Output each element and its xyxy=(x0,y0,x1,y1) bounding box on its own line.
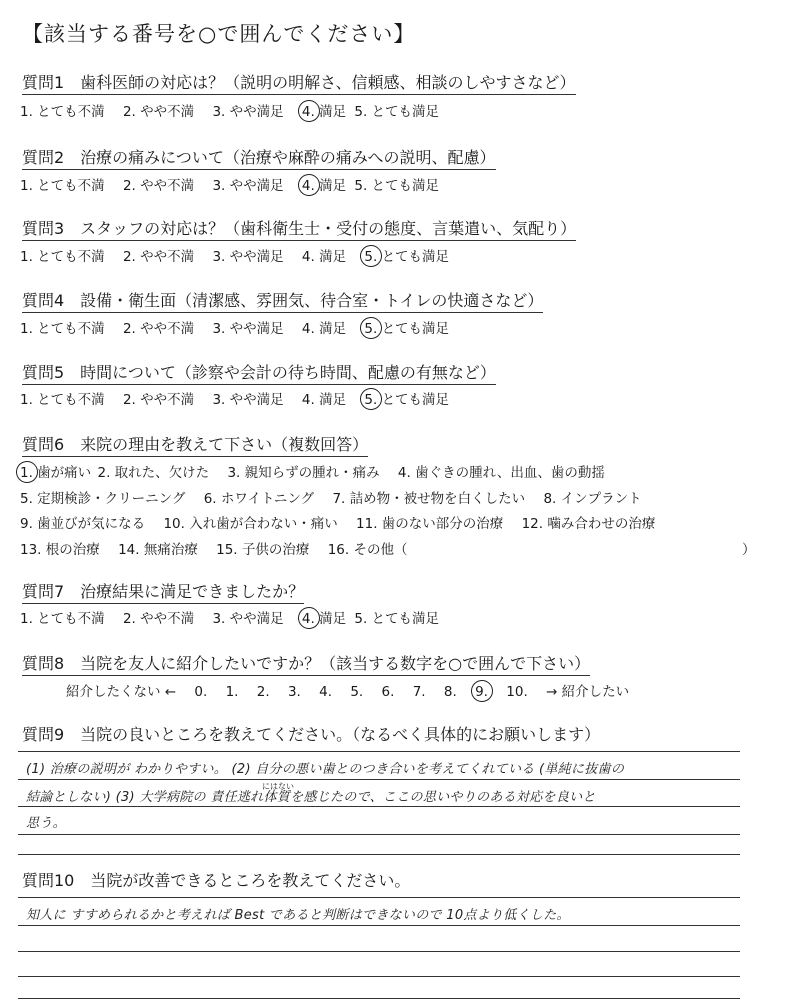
q9-handwritten-line-1: (1) 治療の説明が わかりやすい。 (2) 自分の悪い歯とのつき合いを考えてくれている (単純に抜歯の xyxy=(26,762,625,777)
q6-other-close-paren: ） xyxy=(742,542,756,558)
question-6-line-4 xyxy=(20,538,756,558)
q6-option-14[interactable]: 14. 無痛治療 xyxy=(118,542,198,558)
q5-option-2[interactable]: 2. やや不満 xyxy=(122,392,195,408)
q10-answer-line xyxy=(18,976,740,977)
q6-option-2[interactable]: 2. 取れた、欠けた xyxy=(97,465,210,481)
q4-option-5-number: 5. xyxy=(364,321,378,337)
instruction-header: 【該当する番号を○で囲んでください】 xyxy=(22,22,416,46)
q8-scale-7[interactable]: 7. xyxy=(412,684,426,700)
q7-option-4-number: 4. xyxy=(301,611,315,627)
q6-option-1-selected[interactable] xyxy=(20,461,91,481)
q7-option-4-selected[interactable] xyxy=(302,607,346,627)
q4-option-5-label: とても満足 xyxy=(381,321,450,337)
q7-option-1[interactable]: 1. とても不満 xyxy=(20,611,105,627)
q8-scale-4[interactable]: 4. xyxy=(319,684,333,700)
q6-option-8[interactable]: 8. インプラント xyxy=(543,491,642,507)
q5-option-5-label: とても満足 xyxy=(381,392,450,408)
question-10-title: 質問10 当院が改善できるところを教えてください。 xyxy=(22,871,411,890)
question-6-line-3 xyxy=(20,512,669,532)
question-3-title: 質問3 スタッフの対応は？（歯科衛生士・受付の態度、言葉遣い、気配り） xyxy=(22,216,576,241)
q10-answer-line xyxy=(18,951,740,952)
q8-scale-2[interactable]: 2. xyxy=(256,684,270,700)
q7-option-4-label: 満足 xyxy=(319,611,347,627)
q2-option-4-number: 4. xyxy=(301,178,315,194)
q9-answer-line xyxy=(18,751,740,752)
q6-option-13[interactable]: 13. 根の治療 xyxy=(20,542,100,558)
q6-option-16[interactable]: 16. その他（ xyxy=(327,542,408,558)
question-5-options xyxy=(20,388,463,408)
q8-scale-10[interactable]: 10. xyxy=(506,684,528,700)
q3-option-2[interactable]: 2. やや不満 xyxy=(122,249,195,265)
q8-right-label: → 紹介したい xyxy=(546,684,630,700)
q8-scale xyxy=(66,680,643,700)
q1-option-1[interactable]: 1. とても不満 xyxy=(20,104,105,120)
q8-scale-0[interactable]: 0. xyxy=(194,684,208,700)
q7-option-2[interactable]: 2. やや不満 xyxy=(122,611,195,627)
q9-answer-line xyxy=(18,854,740,855)
q6-option-6[interactable]: 6. ホワイトニング xyxy=(203,491,315,507)
q6-option-4[interactable]: 4. 歯ぐきの腫れ、出血、歯の動揺 xyxy=(397,465,605,481)
q8-scale-1[interactable]: 1. xyxy=(225,684,239,700)
q4-option-4[interactable]: 4. 満足 xyxy=(301,321,347,337)
question-7-title: 質問7 治療結果に満足できましたか？ xyxy=(22,579,304,604)
q1-option-5[interactable]: 5. とても満足 xyxy=(354,104,440,120)
q8-scale-8[interactable]: 8. xyxy=(443,684,457,700)
q1-option-4-label: 満足 xyxy=(319,104,347,120)
question-4-title: 質問4 設備・衛生面（清潔感、雰囲気、待合室・トイレの快適さなど） xyxy=(22,288,543,313)
q6-option-1-label: 歯が痛い xyxy=(37,465,92,481)
q9-answer-line xyxy=(18,834,740,835)
question-1-options xyxy=(20,100,453,120)
q3-option-4[interactable]: 4. 満足 xyxy=(301,249,347,265)
q9-answer-line xyxy=(18,779,740,780)
q5-option-5-number: 5. xyxy=(364,392,378,408)
q6-option-1-number: 1. xyxy=(20,465,33,481)
q9-answer-line xyxy=(18,806,740,807)
q6-option-3[interactable]: 3. 親知らずの腫れ・痛み xyxy=(227,465,380,481)
question-9-title: 質問9 当院の良いところを教えてください。（なるべく具体的にお願いします） xyxy=(22,725,601,744)
q8-scale-3[interactable]: 3. xyxy=(287,684,301,700)
q10-handwritten-line-1: 知人に すすめられるかと考えれば Best であると判断はできないので 10点より低くした。 xyxy=(26,908,570,923)
q1-option-3[interactable]: 3. やや満足 xyxy=(212,104,284,120)
q2-option-4-selected[interactable] xyxy=(302,174,346,194)
q5-option-5-selected[interactable] xyxy=(364,388,449,408)
q6-option-5[interactable]: 5. 定期検診・クリーニング xyxy=(20,491,186,507)
question-6-title: 質問6 来院の理由を教えて下さい（複数回答） xyxy=(22,432,368,457)
q8-left-label: 紹介したくない ← xyxy=(66,684,177,700)
q9-handwritten-insert: にはない xyxy=(262,782,294,791)
q4-option-3[interactable]: 3. やや満足 xyxy=(212,321,284,337)
q6-option-9[interactable]: 9. 歯並びが気になる xyxy=(20,516,146,532)
q6-option-7[interactable]: 7. 詰め物・被せ物を白くしたい xyxy=(332,491,526,507)
q3-option-5-selected[interactable] xyxy=(364,245,449,265)
q3-option-5-label: とても満足 xyxy=(381,249,450,265)
q3-option-3[interactable]: 3. やや満足 xyxy=(212,249,284,265)
question-2-title: 質問2 治療の痛みについて（治療や麻酔の痛みへの説明、配慮） xyxy=(22,145,496,170)
question-1-title: 質問1 歯科医師の対応は？（説明の明解さ、信頼感、相談のしやすさなど） xyxy=(22,70,576,95)
question-3-options xyxy=(20,245,463,265)
question-7-options xyxy=(20,607,453,627)
q1-option-2[interactable]: 2. やや不満 xyxy=(122,104,195,120)
q8-scale-6[interactable]: 6. xyxy=(381,684,395,700)
q2-option-2[interactable]: 2. やや不満 xyxy=(122,178,195,194)
q6-option-10[interactable]: 10. 入れ歯が合わない・痛い xyxy=(163,516,338,532)
q7-option-5[interactable]: 5. とても満足 xyxy=(354,611,440,627)
q2-option-3[interactable]: 3. やや満足 xyxy=(212,178,284,194)
q3-option-5-number: 5. xyxy=(364,249,378,265)
q6-option-11[interactable]: 11. 歯のない部分の治療 xyxy=(356,516,504,532)
q2-option-5[interactable]: 5. とても満足 xyxy=(354,178,440,194)
q6-option-15[interactable]: 15. 子供の治療 xyxy=(216,542,310,558)
question-2-options xyxy=(20,174,453,194)
q9-handwritten-line-3: 思う。 xyxy=(26,816,66,831)
q10-answer-line xyxy=(18,897,740,898)
q4-option-5-selected[interactable] xyxy=(364,317,449,337)
q5-option-1[interactable]: 1. とても不満 xyxy=(20,392,105,408)
question-6-line-2 xyxy=(20,487,656,507)
q1-option-4-number: 4. xyxy=(301,104,315,120)
question-8-title: 質問8 当院を友人に紹介したいですか？（該当する数字を○で囲んで下さい） xyxy=(22,651,590,676)
q7-option-3[interactable]: 3. やや満足 xyxy=(212,611,284,627)
question-5-title: 質問5 時間について（診察や会計の待ち時間、配慮の有無など） xyxy=(22,360,496,385)
q8-scale-5[interactable]: 5. xyxy=(350,684,364,700)
q5-option-4[interactable]: 4. 満足 xyxy=(301,392,347,408)
q5-option-3[interactable]: 3. やや満足 xyxy=(212,392,284,408)
q6-option-12[interactable]: 12. 噛み合わせの治療 xyxy=(521,516,656,532)
question-4-options xyxy=(20,317,463,337)
q8-scale-9-selected[interactable]: 9. xyxy=(475,684,488,700)
question-6-line-1 xyxy=(20,461,619,481)
q10-answer-line xyxy=(18,998,740,999)
q9-handwritten-line-2: 結論としない) (3) 大学病院の 責任逃れ体質を感じたので、ここの思いやりのある対応を良いと xyxy=(26,790,596,805)
q2-option-4-label: 満足 xyxy=(319,178,347,194)
q3-option-1[interactable]: 1. とても不満 xyxy=(20,249,105,265)
q1-option-4-selected[interactable] xyxy=(302,100,346,120)
q10-answer-line xyxy=(18,925,740,926)
q2-option-1[interactable]: 1. とても不満 xyxy=(20,178,105,194)
q4-option-1[interactable]: 1. とても不満 xyxy=(20,321,105,337)
q4-option-2[interactable]: 2. やや不満 xyxy=(122,321,195,337)
